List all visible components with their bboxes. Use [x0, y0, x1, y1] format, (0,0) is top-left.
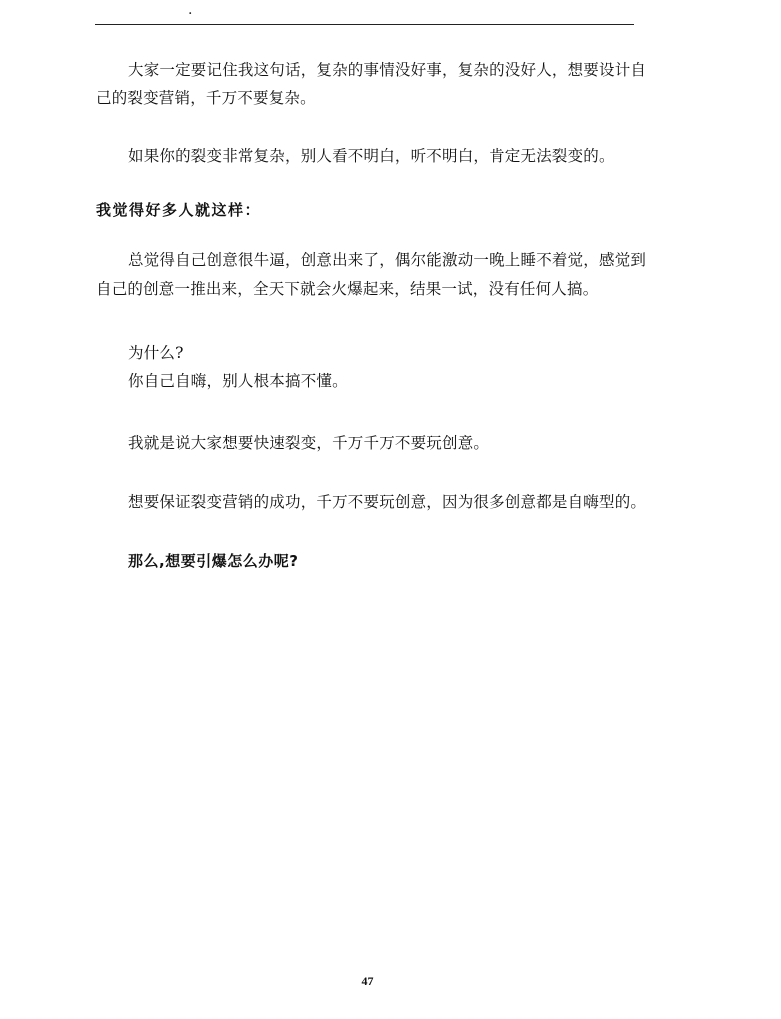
section-heading-1: 我觉得好多人就这样： [96, 201, 262, 219]
paragraph-2: 如果你的裂变非常复杂，别人看不明白，听不明白，肯定无法裂变的。 [128, 147, 615, 165]
paragraph-3-line-1: 总觉得自己创意很牛逼，创意出来了，偶尔能激动一晚上睡不着觉，感觉到 [128, 251, 647, 269]
paragraph-4-line-2: 你自己自嗨，别人根本搞不懂。 [128, 372, 348, 390]
paragraph-6: 想要保证裂变营销的成功，千万不要玩创意，因为很多创意都是自嗨型的。 [128, 493, 647, 511]
paragraph-5: 我就是说大家想要快速裂变，千万千万不要玩创意。 [128, 434, 490, 452]
header-rule [95, 24, 634, 25]
paragraph-3-line-2: 自己的创意一推出来，全天下就会火爆起来，结果一试，没有任何人搞。 [96, 280, 599, 298]
paragraph-1-line-1: 大家一定要记住我这句话，复杂的事情没好事，复杂的没好人，想要设计自 [128, 61, 647, 79]
paragraph-4-line-1: 为什么? [128, 344, 184, 362]
header-mark: . [188, 2, 193, 18]
page-number: 47 [361, 974, 374, 988]
paragraph-1-line-2: 己的裂变营销，千万不要复杂。 [96, 89, 316, 107]
section-heading-2: 那么,想要引爆怎么办呢? [128, 552, 299, 570]
